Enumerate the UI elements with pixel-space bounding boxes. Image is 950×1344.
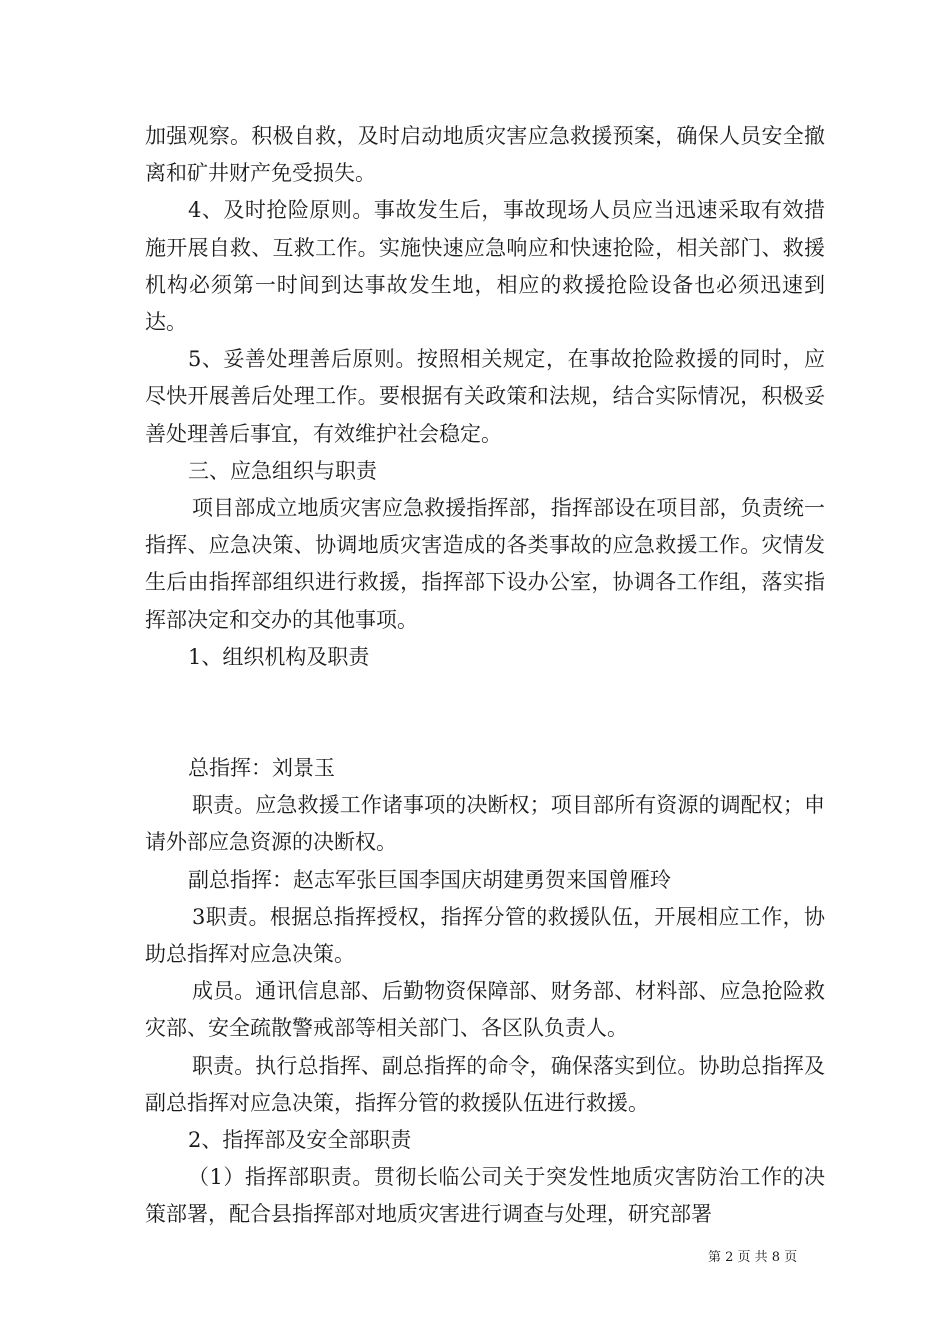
subheading-organization-structure: 1、组织机构及职责	[188, 644, 370, 669]
paragraph-principle-4: 4、及时抢险原则。事故发生后，事故现场人员应当迅速采取有效措施开展自救、互救工作。实施快速应急响应和快速抢险，相关部门、救援机构必须第一时间到达事故发生地，相应的救援抢险设备也必须迅速到达。	[145, 198, 825, 335]
paragraph-command-duties: （1）指挥部职责。贯彻长临公司关于突发性地质灾害防治工作的决策部署，配合县指挥部对地质灾害进行调查与处理，研究部署	[145, 1165, 825, 1227]
paragraph-principle-5: 5、妥善处理善后原则。按照相关规定，在事故抢险救援的同时，应尽快开展善后处理工作。要根据有关政策和法规，结合实际情况，积极妥善处理善后事宜，有效维护社会稳定。	[145, 347, 825, 446]
paragraph-command-center: 项目部成立地质灾害应急救援指挥部，指挥部设在项目部，负责统一指挥、应急决策、协调地质灾害造成的各类事故的应急救援工作。灾情发生后由指挥部组织进行救援，指挥部下设办公室，协调各工作组，落实指挥部决定和交办的其他事项。	[145, 496, 825, 632]
paragraph-commander: 总指挥：刘景玉	[188, 756, 335, 781]
document-body	[145, 118, 825, 1234]
page-number-footer: 第 2 页 共 8 页	[708, 1250, 798, 1265]
paragraph-member-duties: 职责。执行总指挥、副总指挥的命令，确保落实到位。协助总指挥及副总指挥对应急决策，指挥分管的救援队伍进行救援。	[145, 1053, 825, 1115]
paragraph-continuation: 加强观察。积极自救，及时启动地质灾害应急救援预案，确保人员安全撤离和矿井财产免受损失。	[145, 124, 825, 186]
blank-space	[145, 676, 825, 750]
paragraph-deputy-commanders: 副总指挥：赵志军张巨国李国庆胡建勇贺来国曾雁玲	[188, 867, 671, 892]
subheading-command-safety-duties: 2、指挥部及安全部职责	[188, 1128, 412, 1153]
section-heading-organization: 三、应急组织与职责	[188, 458, 377, 483]
paragraph-commander-duties: 职责。应急救援工作诸事项的决断权；项目部所有资源的调配权；申请外部应急资源的决断权。	[145, 793, 825, 855]
paragraph-deputy-duties: 3职责。根据总指挥授权，指挥分管的救援队伍，开展相应工作，协助总指挥对应急决策。	[145, 904, 825, 967]
paragraph-members: 成员。通讯信息部、后勤物资保障部、财务部、材料部、应急抢险救灾部、安全疏散警戒部等相关部门、各区队负责人。	[145, 979, 825, 1041]
